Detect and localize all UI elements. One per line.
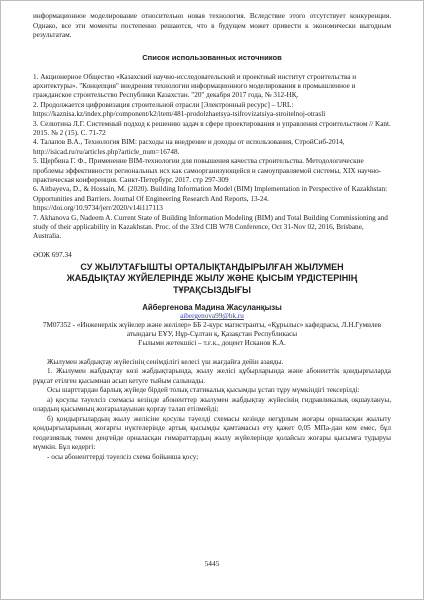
article-body xyxy=(33,358,391,463)
body-paragraph: а) қосулы тәуелсіз схемасы кезінде абоненттер жылумен жабдықтау жүйесінің гидравликалық оқшаулануы, олардың қысымның жоғарылауынан қорғау талап етілмейді; xyxy=(33,395,391,414)
reference-item: 1. Акционерное Общество «Казахский научно-исследовательский и проектный институт строительства и архитектуры». "Концепция" внедрения технологии информационного моделирования в промышленное и гражданское строительство Республики Казахстан. "20" декабря 2017 года, № 312-НҚ. xyxy=(33,72,357,100)
supervisor-line: Ғылыми жетекшісі – т.ғ.к., доцент Исканов К.А. xyxy=(138,339,286,348)
reference-item: 5. Щербина Г. Ф., Применение BIM-технологии для повышения качества строительства. Методологические проблемы эффективности региональных исх как самоорганизующейся и самоуправляемой системы, XIX научно-практическая конференция. Санкт-Петербург, 2017. стр 297-309 xyxy=(33,157,382,184)
page-content xyxy=(33,12,391,462)
article-title-line: ЖАБДЫҚТАУ ЖҮЙЕЛЕРІНДЕ ЖЫЛУ ЖӘНЕ ҚЫСЫМ ҮРДІСТЕРІНІҢ xyxy=(66,273,358,284)
author-affiliation: 7M07352 - «Инженерлік жүйелер және желілер» ББ 2-курс магистранты, «Құрылыс» кафедрасы, Л.Н.Гумилев атындағы ЕҰУ, Нұр-Сұлтан қ, Қазақстан Республикасы xyxy=(42,321,382,339)
intro-paragraph: информационное моделирование относительно новая технология. Вследствие этого отсутствует конкуренция. Однако, все эти моменты постепенно решаются, что в будущем может привести к экономически выгодным результатам. xyxy=(33,12,391,39)
reference-item[interactable]: 6. Aitbayeva, D., & Hossain, M. (2020). Building Information Model (BIM) Implementation in Perspective of Kazakhstan: Opportunities and Barriers. Journal Of Engineering Research And Reports, 13-24. https://doi.org/10.9734/jerr/2020/v14i117113 xyxy=(33,185,388,213)
article-title-line: СУ ЖЫЛУТАҒЫШТЫ ОРТАЛЫҚТАНДЫРЫЛҒАН ЖЫЛУМЕН xyxy=(80,261,344,272)
author-email-link[interactable]: aibergenova99@bk.ru xyxy=(180,312,244,321)
reference-item: 3. Селютина Л.Г. Системный подход к решению задач в сфере проектирования и управления строительством // Kant. 2015. № 2 (15). С. 71-72 xyxy=(33,119,391,137)
author-name: Айбергенова Мадина Жасуланқызы xyxy=(142,303,282,313)
body-paragraph: - осы абоненттерді тәуелсіз схема бойынша қосу; xyxy=(47,452,199,461)
reference-item: 7. Akhanova G, Nadeem A. Current State of Building Information Modeling (BIM) and Total Building Commissioning and study of their applicability in Kazakhstan. Proc. of the 33rd CIB W78 Conference, Oct 31-Nov 02, 2016, Brisbane, Australia. xyxy=(33,213,388,241)
reference-item[interactable]: 2. Продолжается цифровизация строительной отрасли [Электронный ресурс] – URL: https://kaznisa.kz/index.php/component/k2/item/481-prodolzhaetsya-tsifrovizatsiya-stroitelnoj-otrasli xyxy=(33,100,326,119)
page-number: 5445 xyxy=(204,559,220,568)
body-paragraph: Жылумен жабдықтау жүйесінің сенімділігі келесі үш жағдайға дейін азаяды. xyxy=(47,357,284,366)
article-title-line: ТҰРАҚСЫЗДЫҒЫ xyxy=(173,284,251,295)
body-paragraph: б) қондырғылардың жылу желісіне қосулы тәуелді схемасы кезінде негұрлым жоғары орналасқан жылыту қондырғыларының жоғарғы нүктелерінде артық қысымды қамтамасыз ету қажет 0,05 МПа-дан кем емес, бұл геодезиялық төмен деңгейде орналасқан ғимараттардың жылу жүйелерінде қолайсыз жоғары қысымға тудыруы мүмкін. Бұл кедергі: xyxy=(33,414,391,452)
references-list xyxy=(33,73,391,242)
references-heading: Список использованных источников xyxy=(142,52,282,62)
body-paragraph: 1. Жылумен жабдықтау көзі жабдықтарында, жылу желісі құбырларында және абоненттік қондырғыларда рұқсат етілген қысымнан асып кетуге тыйым салынады. xyxy=(33,367,391,385)
reference-item[interactable]: 4. Талапов В.А., Технология BIM: расходы на внедрение и доходы от использования, СтройСиб-2014, http://isicad.ru/ru/articles.php?article_num=16748. xyxy=(33,138,345,156)
udc-code: ӘОЖ 697.34 xyxy=(33,249,72,259)
body-paragraph: Осы шарттардан барлық жүйеде бірдей толық статикалық қысымды ұстап тұру мүмкіндігі тексерілді: xyxy=(47,386,360,395)
article-title xyxy=(33,262,391,296)
